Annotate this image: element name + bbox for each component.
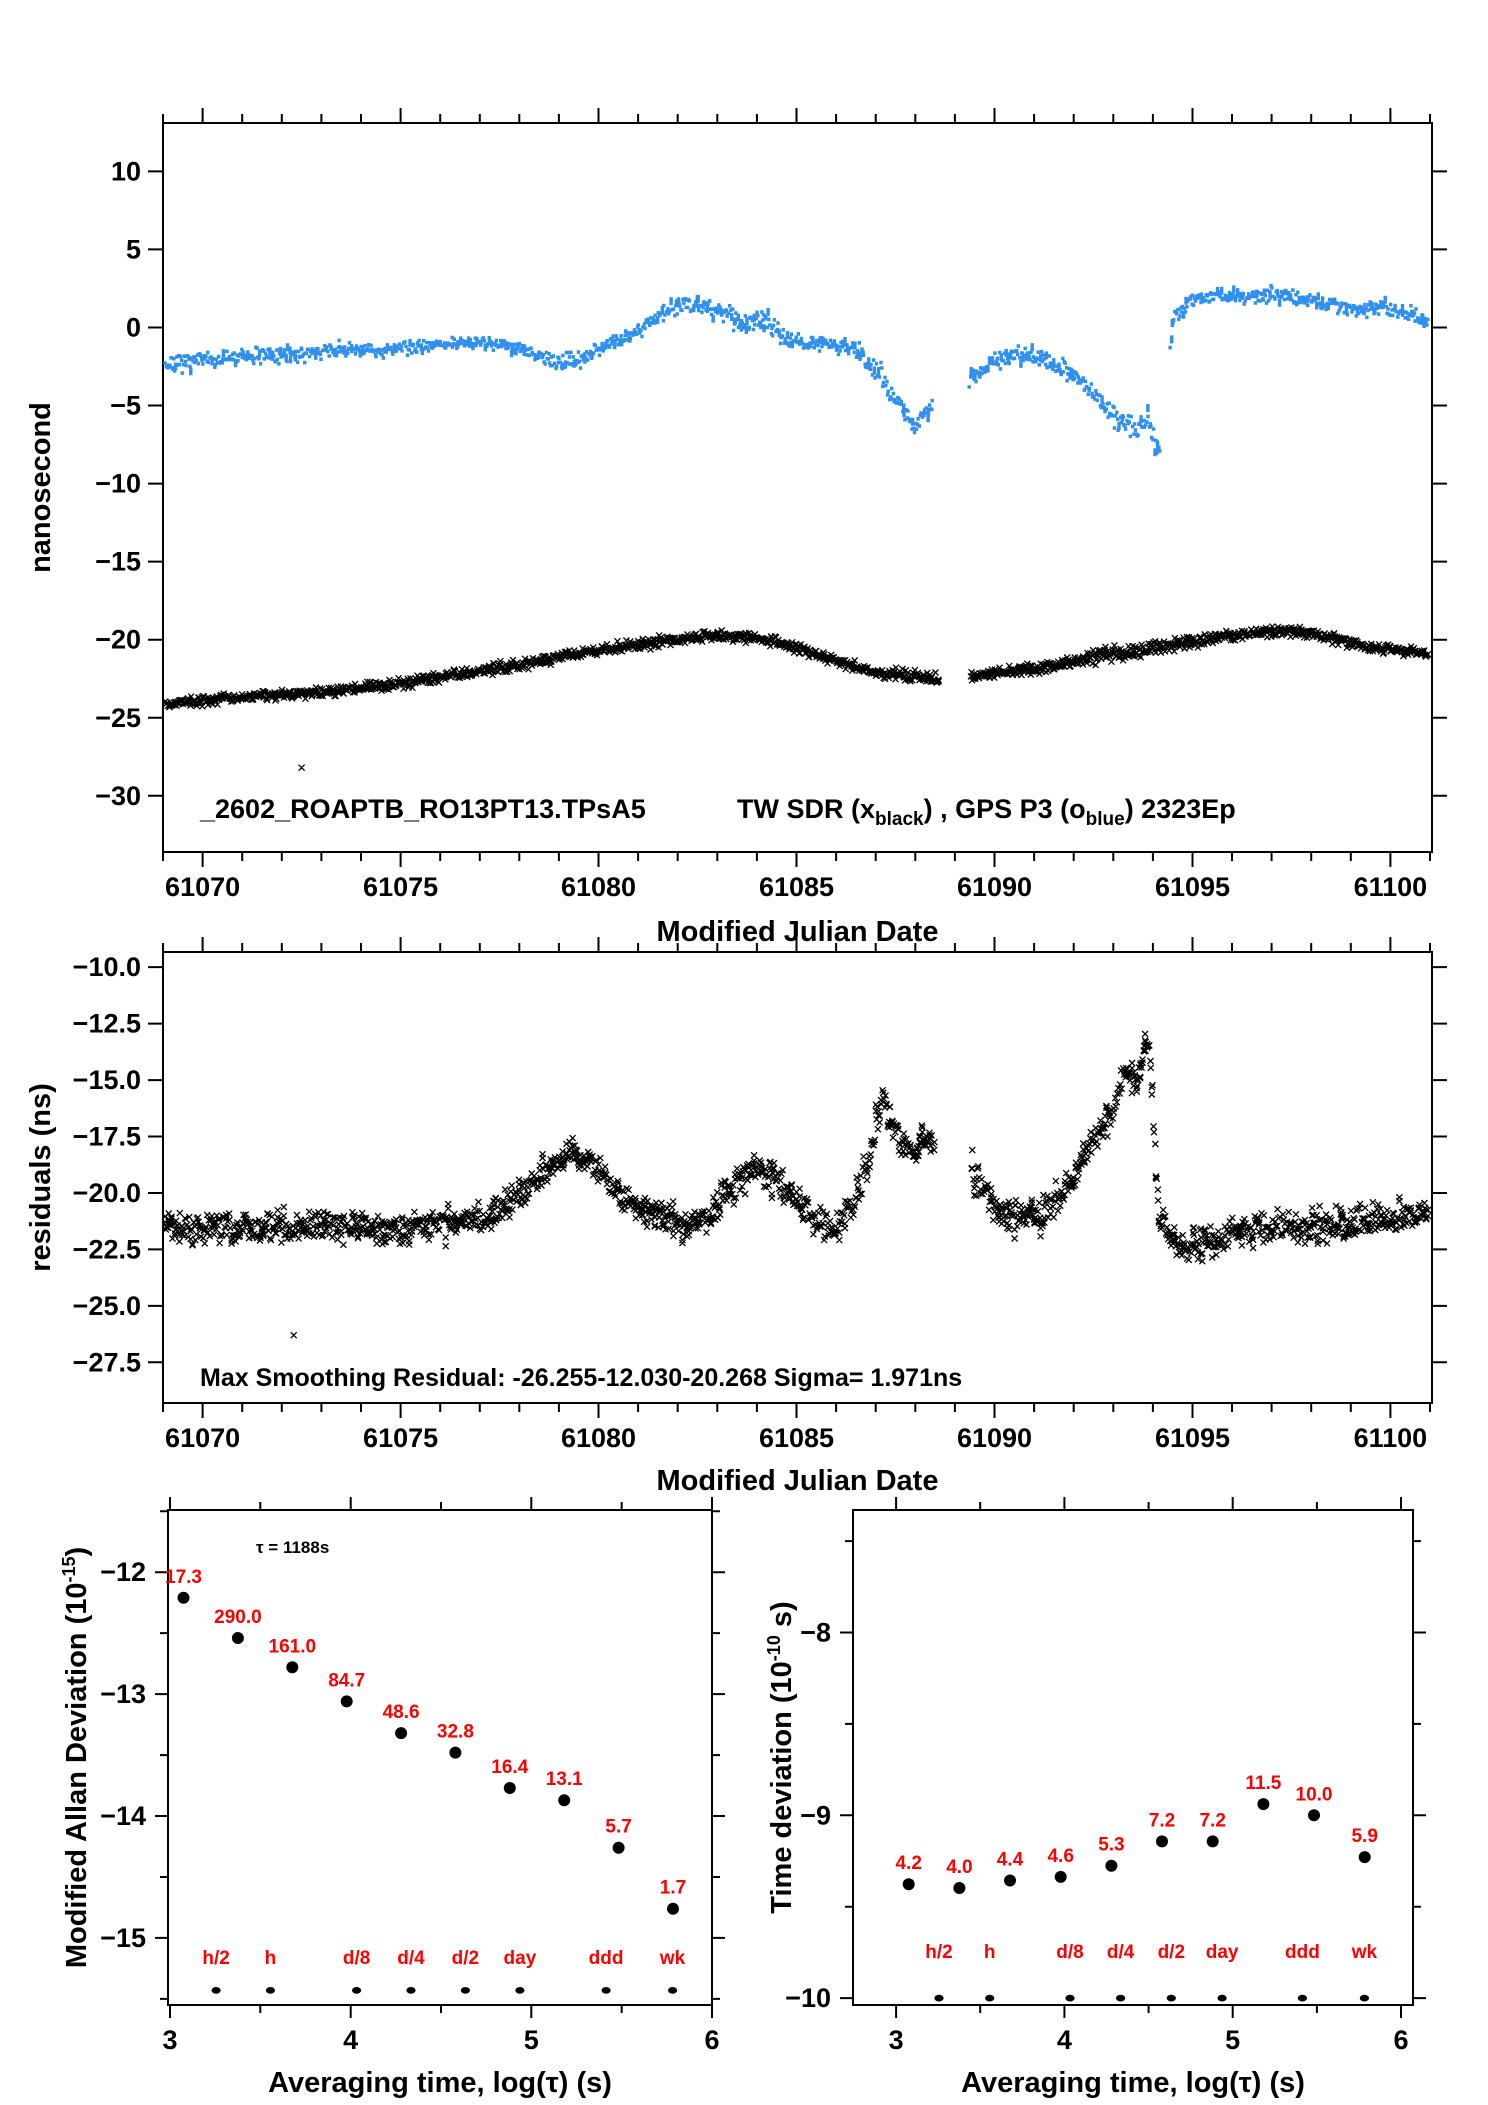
category-dot — [1065, 1995, 1074, 2002]
x-tick-label: 61090 — [956, 872, 1033, 902]
dev-point — [178, 1592, 190, 1604]
x-tick-labels — [165, 872, 1427, 902]
y-tick-label: −12 — [100, 1557, 146, 1588]
category-label: h/2 — [925, 1942, 953, 1963]
y-tick-label: −12.5 — [72, 1008, 141, 1039]
x-axis-title: Modified Julian Date — [656, 1465, 939, 1497]
y-tick-label: −25 — [95, 702, 141, 733]
dev-point-value: 5.9 — [1351, 1826, 1378, 1848]
y-tick-label: 10 — [110, 156, 141, 187]
x-tick-label: 61080 — [560, 872, 637, 902]
x-tick-label: 6 — [1393, 2025, 1409, 2055]
tau-annotation: τ = 1188s — [256, 1538, 330, 1557]
x-tick-label: 61090 — [956, 1423, 1033, 1453]
dev-point — [1156, 1835, 1168, 1847]
dev-point — [613, 1842, 625, 1854]
dev-point — [1105, 1860, 1117, 1872]
dev-point — [395, 1727, 407, 1739]
category-label: h/2 — [202, 1948, 230, 1969]
dev-point-value: 48.6 — [382, 1702, 420, 1724]
series-residuals — [162, 1031, 1431, 1338]
plot-frame — [168, 1510, 712, 2005]
series-gps-p3 — [163, 284, 1429, 456]
y-tick-label: 5 — [125, 234, 141, 265]
dev-point-value: 1.7 — [659, 1877, 687, 1899]
x-tick-label: 5 — [523, 2025, 539, 2055]
dev-point-value: 17.3 — [165, 1566, 202, 1588]
y-tick-label: −20.0 — [72, 1178, 141, 1208]
category-dot — [352, 1987, 361, 1994]
x-tick-label: 4 — [1056, 2025, 1072, 2055]
y-tick-label: −15.0 — [72, 1065, 141, 1096]
category-label: h — [264, 1948, 277, 1969]
category-dot — [1218, 1995, 1227, 2002]
y-tick-labels — [95, 156, 141, 810]
category-label: h — [983, 1942, 996, 1963]
dev-point — [286, 1661, 298, 1673]
category-dot — [266, 1987, 275, 1994]
category-label: d/8 — [1056, 1942, 1084, 1963]
y-tick-label: −17.5 — [72, 1121, 141, 1152]
category-label: wk — [659, 1948, 686, 1969]
dev-point — [341, 1695, 353, 1707]
dev-point-value: 4.4 — [996, 1849, 1024, 1871]
dev-point — [1004, 1875, 1016, 1887]
y-tick-label: −5 — [110, 390, 141, 421]
y-tick-label: −20 — [95, 624, 141, 655]
y-tick-label: −14 — [100, 1801, 146, 1831]
category-dot — [461, 1987, 470, 1994]
y-tick-label: −10 — [785, 1983, 831, 2014]
y-tick-label: −22.5 — [72, 1234, 141, 1265]
dev-point — [1257, 1798, 1269, 1810]
dev-point — [1207, 1835, 1219, 1847]
y-tick-label: −10 — [95, 468, 141, 499]
y-tick-label: −15 — [95, 546, 141, 577]
category-dot — [602, 1987, 611, 1994]
x-tick-labels — [165, 1423, 1427, 1453]
dev-point-value: 5.3 — [1098, 1834, 1125, 1856]
chart-residuals — [25, 937, 1447, 1497]
dev-point-value: 10.0 — [1295, 1784, 1333, 1806]
category-label: d/4 — [397, 1948, 425, 1969]
axis-ticks — [840, 1497, 1426, 2018]
category-dot — [1167, 1995, 1176, 2002]
dev-point — [232, 1632, 244, 1644]
plot-frame — [163, 123, 1432, 852]
x-tick-label: 3 — [888, 2025, 904, 2055]
category-label: ddd — [1284, 1942, 1320, 1963]
category-label: d/8 — [342, 1948, 371, 1969]
category-label: day — [503, 1948, 537, 1969]
category-dot — [212, 1987, 221, 1994]
plot-frame — [163, 952, 1432, 1403]
dev-point-value: 84.7 — [328, 1670, 366, 1692]
category-dot — [1360, 1995, 1369, 2002]
dev-point-value: 13.1 — [545, 1769, 583, 1791]
dev-point-value: 32.8 — [436, 1721, 474, 1743]
residual-annotation: Max Smoothing Residual: -26.255-12.030-20.268 Sigma= 1.971ns — [200, 1364, 963, 1392]
axis-ticks — [148, 108, 1447, 867]
y-axis-title: Modified Allan Deviation $(10^{-15})$ — [59, 1546, 93, 1969]
x-tick-label: 5 — [1225, 2025, 1241, 2055]
x-axis-title: Averaging time, log(τ) (s) — [268, 2067, 612, 2099]
category-dot — [1116, 1995, 1125, 2002]
y-tick-label: −8 — [800, 1617, 831, 1648]
x-tick-label: 61080 — [560, 1423, 637, 1453]
x-axis-title: Averaging time, log(τ) (s) — [961, 2067, 1305, 2099]
category-markers — [925, 1942, 1377, 2002]
dev-point-value: 4.2 — [895, 1853, 922, 1875]
x-tick-label: 61075 — [363, 872, 439, 902]
category-label: d/2 — [1157, 1942, 1186, 1963]
category-label: d/4 — [1106, 1942, 1135, 1963]
dev-point — [1308, 1809, 1320, 1821]
series-tw-sdr — [162, 624, 1431, 771]
y-axis-title: nanosecond — [25, 402, 57, 573]
dev-point-value: 11.5 — [1245, 1773, 1282, 1795]
chart-mdev — [59, 1497, 725, 2099]
category-label: day — [1205, 1942, 1239, 1963]
x-tick-label: 61075 — [363, 1423, 439, 1453]
category-label: d/2 — [451, 1948, 480, 1969]
category-dot — [934, 1995, 943, 2002]
x-tick-label: 61095 — [1154, 872, 1231, 902]
dev-point — [953, 1882, 965, 1894]
y-tick-labels — [73, 952, 141, 1377]
category-dot — [1298, 1995, 1307, 2002]
x-tick-labels — [889, 2025, 1409, 2055]
axis-ticks — [155, 1497, 725, 2018]
y-tick-label: −10.0 — [72, 952, 141, 983]
plot-frame — [853, 1510, 1413, 2005]
axis-ticks — [148, 937, 1447, 1418]
dev-point — [903, 1878, 915, 1890]
category-dot — [515, 1987, 524, 1994]
x-tick-labels — [162, 2025, 719, 2055]
x-tick-label: 61070 — [165, 872, 241, 902]
category-dot — [985, 1995, 994, 2002]
plot-title-id: _2602_ROAPTB_RO13PT13.TPsA5 — [200, 794, 646, 824]
y-axis-title: Time deviation ($10^{-10}$ s) — [764, 1601, 798, 1914]
dev-point-value: 5.7 — [605, 1816, 632, 1838]
dev-point-value: 4.6 — [1047, 1845, 1074, 1867]
y-axis-title: residuals (ns) — [25, 1083, 57, 1272]
dev-points — [895, 1773, 1377, 1894]
dev-point-value: 290.0 — [214, 1607, 262, 1628]
x-tick-label: 61100 — [1353, 1423, 1428, 1453]
y-tick-label: −9 — [800, 1800, 831, 1831]
dev-point — [1055, 1871, 1067, 1883]
chart-timetransfer — [25, 108, 1447, 948]
dev-points — [165, 1567, 686, 1915]
dev-point-value: 7.2 — [1199, 1810, 1226, 1832]
x-tick-label: 61085 — [758, 872, 835, 902]
category-label: wk — [1351, 1942, 1378, 1963]
dev-point — [667, 1903, 679, 1915]
x-tick-label: 61095 — [1154, 1423, 1231, 1453]
y-tick-label: −27.5 — [72, 1347, 141, 1378]
x-tick-label: 61085 — [758, 1423, 835, 1453]
y-tick-label: −25.0 — [72, 1290, 141, 1321]
x-axis-title: Modified Julian Date — [656, 916, 939, 948]
plot-title-series: TW SDR $(x_{black})$ , GPS P3 $(o_{blue})$ 2323Ep — [737, 794, 1236, 830]
dev-point — [504, 1782, 516, 1794]
dev-point-value: 7.2 — [1148, 1810, 1176, 1832]
x-tick-label: 61100 — [1353, 872, 1428, 902]
y-tick-label: 0 — [125, 312, 141, 343]
dev-point-value: 4.0 — [946, 1857, 973, 1878]
dev-point — [1359, 1851, 1371, 1863]
dev-point-value: 16.4 — [491, 1757, 529, 1778]
dev-point-value: 161.0 — [268, 1636, 317, 1658]
category-dot — [406, 1987, 415, 1994]
y-tick-label: −30 — [95, 780, 141, 811]
x-tick-label: 4 — [343, 2025, 359, 2055]
x-tick-label: 3 — [162, 2025, 178, 2055]
category-dot — [668, 1987, 677, 1994]
y-tick-labels — [100, 1557, 146, 1953]
dev-point — [558, 1794, 570, 1806]
y-tick-label: −15 — [100, 1922, 146, 1953]
x-tick-label: 61070 — [165, 1423, 241, 1453]
chart-tdev — [764, 1497, 1426, 2099]
category-markers — [202, 1948, 685, 1994]
dev-point — [449, 1747, 461, 1759]
x-tick-label: 6 — [704, 2025, 720, 2055]
y-tick-label: −13 — [100, 1679, 146, 1710]
category-label: ddd — [588, 1948, 624, 1969]
